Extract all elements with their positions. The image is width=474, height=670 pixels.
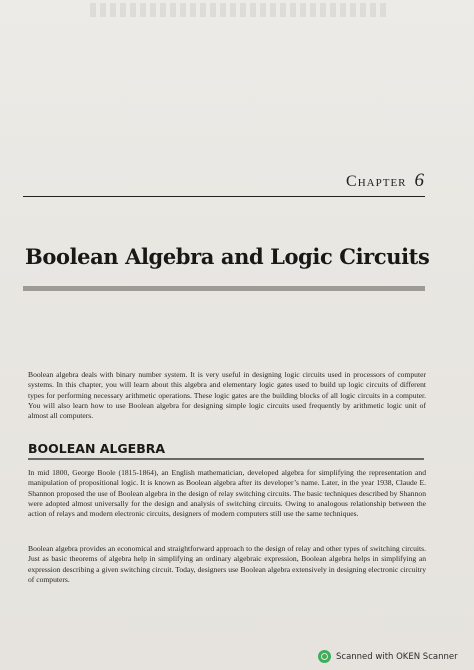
advantages-paragraph: Boolean algebra provides an economical and straightforward approach to the design of relay and other types of switching circuits. Just as basic theorems of algebra help in simplifying an ordinary algebraic expression, Boolean algebra helps in simplifying an expression describing a given switching circuit. Today, designers use Boolean algebra extensively in designing electronic circuitry of computers. [28,544,426,584]
chapter-title: Boolean Algebra and Logic Circuits [25,244,430,269]
intro-paragraph: Boolean algebra deals with binary number system. It is very useful in designing logic circuits used in processors of computer systems. In this chapter, you will learn about this algebra and elementary logic gates used to build up logic circuits of different types for performing necessary arithmetic operations. These logic gates are the building blocks of all logic circuits in a computer. You will also learn how to use Boolean algebra for designing simple logic circuits used frequently by arithmetic logic unit of almost all computers. [28,370,426,421]
history-paragraph: In mid 1800, George Boole (1815-1864), an English mathematician, developed algebra for simplifying the representation and manipulation of propositional logic. It is known as Boolean algebra after its developer’s name. Later, in the year 1938, Claude E. Shannon proposed the use of Boolean algebra in the design of relay switching circuits. The basic techniques described by Shannon were adopted almost universally for the design and analysis of switching circuits. Owing to analogous relationship between the action of relays and modern electronic circuits, designers of modern computers still use the same techniques. [28,468,426,519]
chapter-word: Chapter [346,173,407,190]
title-underline-bar [23,286,425,291]
chapter-divider [23,196,425,197]
bleed-through-text [90,3,390,17]
scanner-watermark-text: Scanned with OKEN Scanner [336,651,458,662]
section-heading: BOOLEAN ALGEBRA [28,441,166,456]
scanner-logo-icon [318,650,331,663]
chapter-label [346,170,424,192]
scanner-watermark [318,650,458,663]
section-divider [28,458,424,460]
chapter-number: 6 [414,170,424,191]
